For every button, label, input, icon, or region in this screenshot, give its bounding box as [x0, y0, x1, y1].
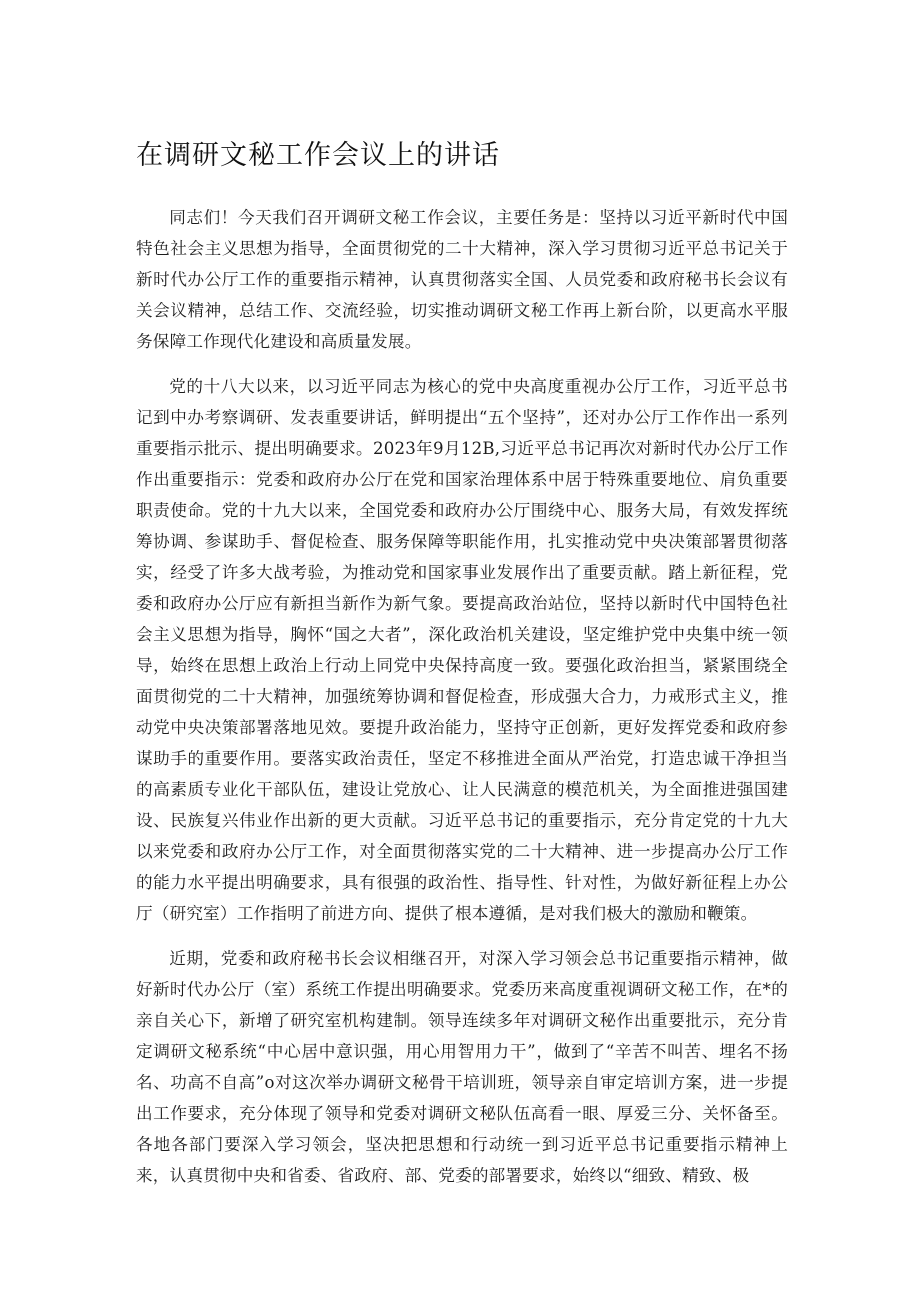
- paragraph-central-committee: 党的十八大以来，以习近平同志为核心的党中央高度重视办公厅工作，习近平总书记到中办考察调研、发表重要讲话，鲜明提出“五个坚持”，还对办公厅工作作出一系列重要指示批示、提出明确要求。2023年9月12B,习近平总书记再次对新时代办公厅工作作出重要指示：党委和政府办公厅在党和国家治理体系中居于特殊重要地位、肩负重要职责使命。党的十九大以来，全国党委和政府办公厅围绕中心、服务大局，有效发挥统筹协调、参谋助手、督促检查、服务保障等职能作用，扎实推动党中央决策部署贯彻落实，经受了许多大战考验，为推动党和国家事业发展作出了重要贡献。踏上新征程，党委和政府办公厅应有新担当新作为新气象。要提高政治站位，坚持以新时代中国特色社会主义思想为指导，胸怀“国之大者”，深化政治机关建设，坚定维护党中央集中统一领导，始终在思想上政治上行动上同党中央保持高度一致。要强化政治担当，紧紧围绕全面贯彻党的二十大精神，加强统筹协调和督促检查，形成强大合力，力戒形式主义，推动党中央决策部署落地见效。要提升政治能力，坚持守正创新，更好发挥党委和政府参谋助手的重要作用。要落实政治责任，坚定不移推进全面从严治党，打造忠诚干净担当的高素质专业化干部队伍，建设让党放心、让人民满意的模范机关，为全面推进强国建设、民族复兴伟业作出新的更大贡献。习近平总书记的重要指示，充分肯定党的十九大以来党委和政府办公厅工作，对全面贯彻落实党的二十大精神、进一步提高办公厅工作的能力水平提出明确要求，具有很强的政治性、指导性、针对性，为做好新征程上办公厅（研究室）工作指明了前进方向、提供了根本遵循，是对我们极大的激励和鞭策。: [136, 377, 788, 923]
- paragraph-recent-meetings: 近期，党委和政府秘书长会议相继召开，对深入学习领会总书记重要指示精神，做好新时代办公厅（室）系统工作提出明确要求。党委历来高度重视调研文秘工作，在*的亲自关心下，新增了研究室机构建制。领导连续多年对调研文秘作出重要批示，充分肯定调研文秘系统“中心居中意识强，用心用智用力干”，做到了“辛苦不叫苦、埋名不扬名、功高不自高”o对这次举办调研文秘骨干培训班，领导亲自审定培训方案，进一步提出工作要求，充分体现了领导和党委对调研文秘队伍高看一眼、厚爱三分、关怀备至。各地各部门要深入学习领会，坚决把思想和行动统一到习近平总书记重要指示精神上来，认真贯彻中央和省委、省政府、部、党委的部署要求，始终以“细致、精致、极: [136, 949, 788, 1185]
- paragraph-opening: 同志们！今天我们召开调研文秘工作会议，主要任务是：坚持以习近平新时代中国特色社会主义思想为指导，全面贯彻党的二十大精神，深入学习贯彻习近平总书记关于新时代办公厅工作的重要指示精神，认真贯彻落实全国、人员党委和政府秘书长会议有关会议精神，总结工作、交流经验，切实推动调研文秘工作再上新台阶，以更高水平服务保障工作现代化建设和高质量发展。: [136, 208, 788, 351]
- document-page: [136, 136, 788, 1205]
- document-title: 在调研文秘工作会议上的讲话: [136, 140, 500, 171]
